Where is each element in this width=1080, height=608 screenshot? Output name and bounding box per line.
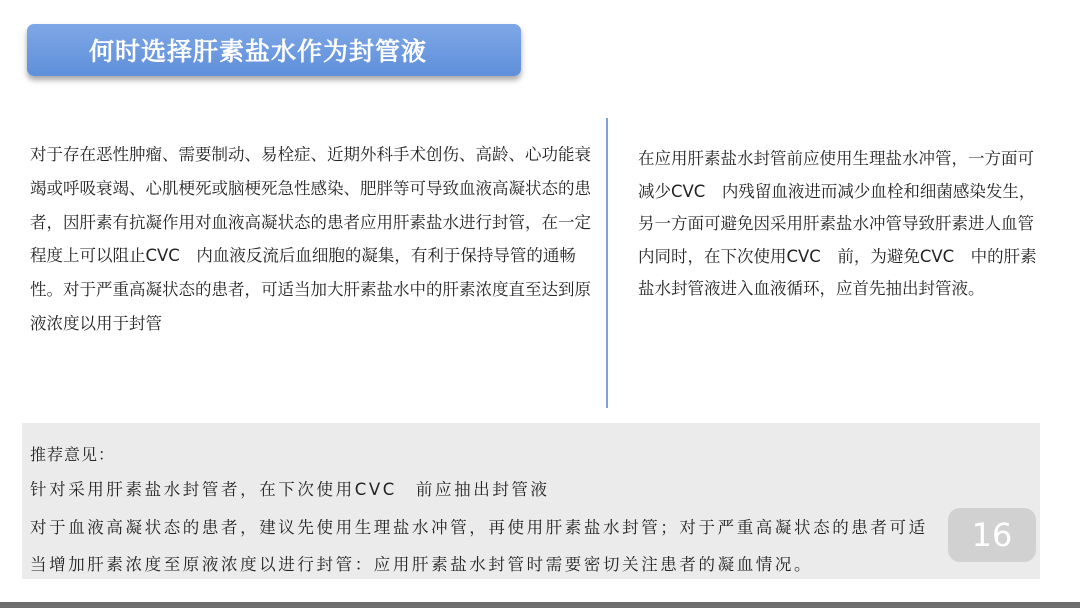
- right-paragraph: 在应用肝素盐水封管前应使用生理盐水冲管，一方面可减少CVC 内残留血液进而减少血栓和细菌感染发生，另一方面可避免因采用肝素盐水冲管导致肝素进人血管内同时，在下次使用CVC 前，为避免CVC 中的肝素盐水封管液进入血液循环，应首先抽出封管液。: [638, 149, 1037, 299]
- recommendation-heading: 推荐意见：: [30, 445, 116, 464]
- title-banner: [27, 24, 521, 76]
- column-divider: [606, 118, 608, 408]
- page-title: 何时选择肝素盐水作为封管液: [89, 37, 428, 66]
- page-number-badge: 16: [948, 508, 1036, 562]
- left-paragraph: 对于存在恶性肿瘤、需要制动、易栓症、近期外科手术创伤、高龄、心功能衰竭或呼吸衰竭、心肌梗死或脑梗死急性感染、肥胖等可导致血液高凝状态的患者，因肝素有抗凝作用对血液高凝状态的患者应用肝素盐水进行封管，在一定程度上可以阻止CVC 内血液反流后血细胞的凝集，有利于保持导管的通畅性。对于严重高凝状态的患者，可适当加大肝素盐水中的肝素浓度直至达到原液浓度以用于封管: [30, 145, 591, 333]
- recommendation-line: 针对采用肝素盐水封管者，在下次使用CVC 前应抽出封管液: [30, 480, 550, 499]
- recommendation-line: 对于血液高凝状态的患者，建议先使用生理盐水冲管，再使用肝素盐水封管；对于严重高凝状态的患者可适: [30, 518, 928, 537]
- footer-bar: [0, 602, 1080, 608]
- recommendation-line: 当增加肝素浓度至原液浓度以进行封管：应用肝素盐水封管时需要密切关注患者的凝血情况。: [30, 555, 814, 574]
